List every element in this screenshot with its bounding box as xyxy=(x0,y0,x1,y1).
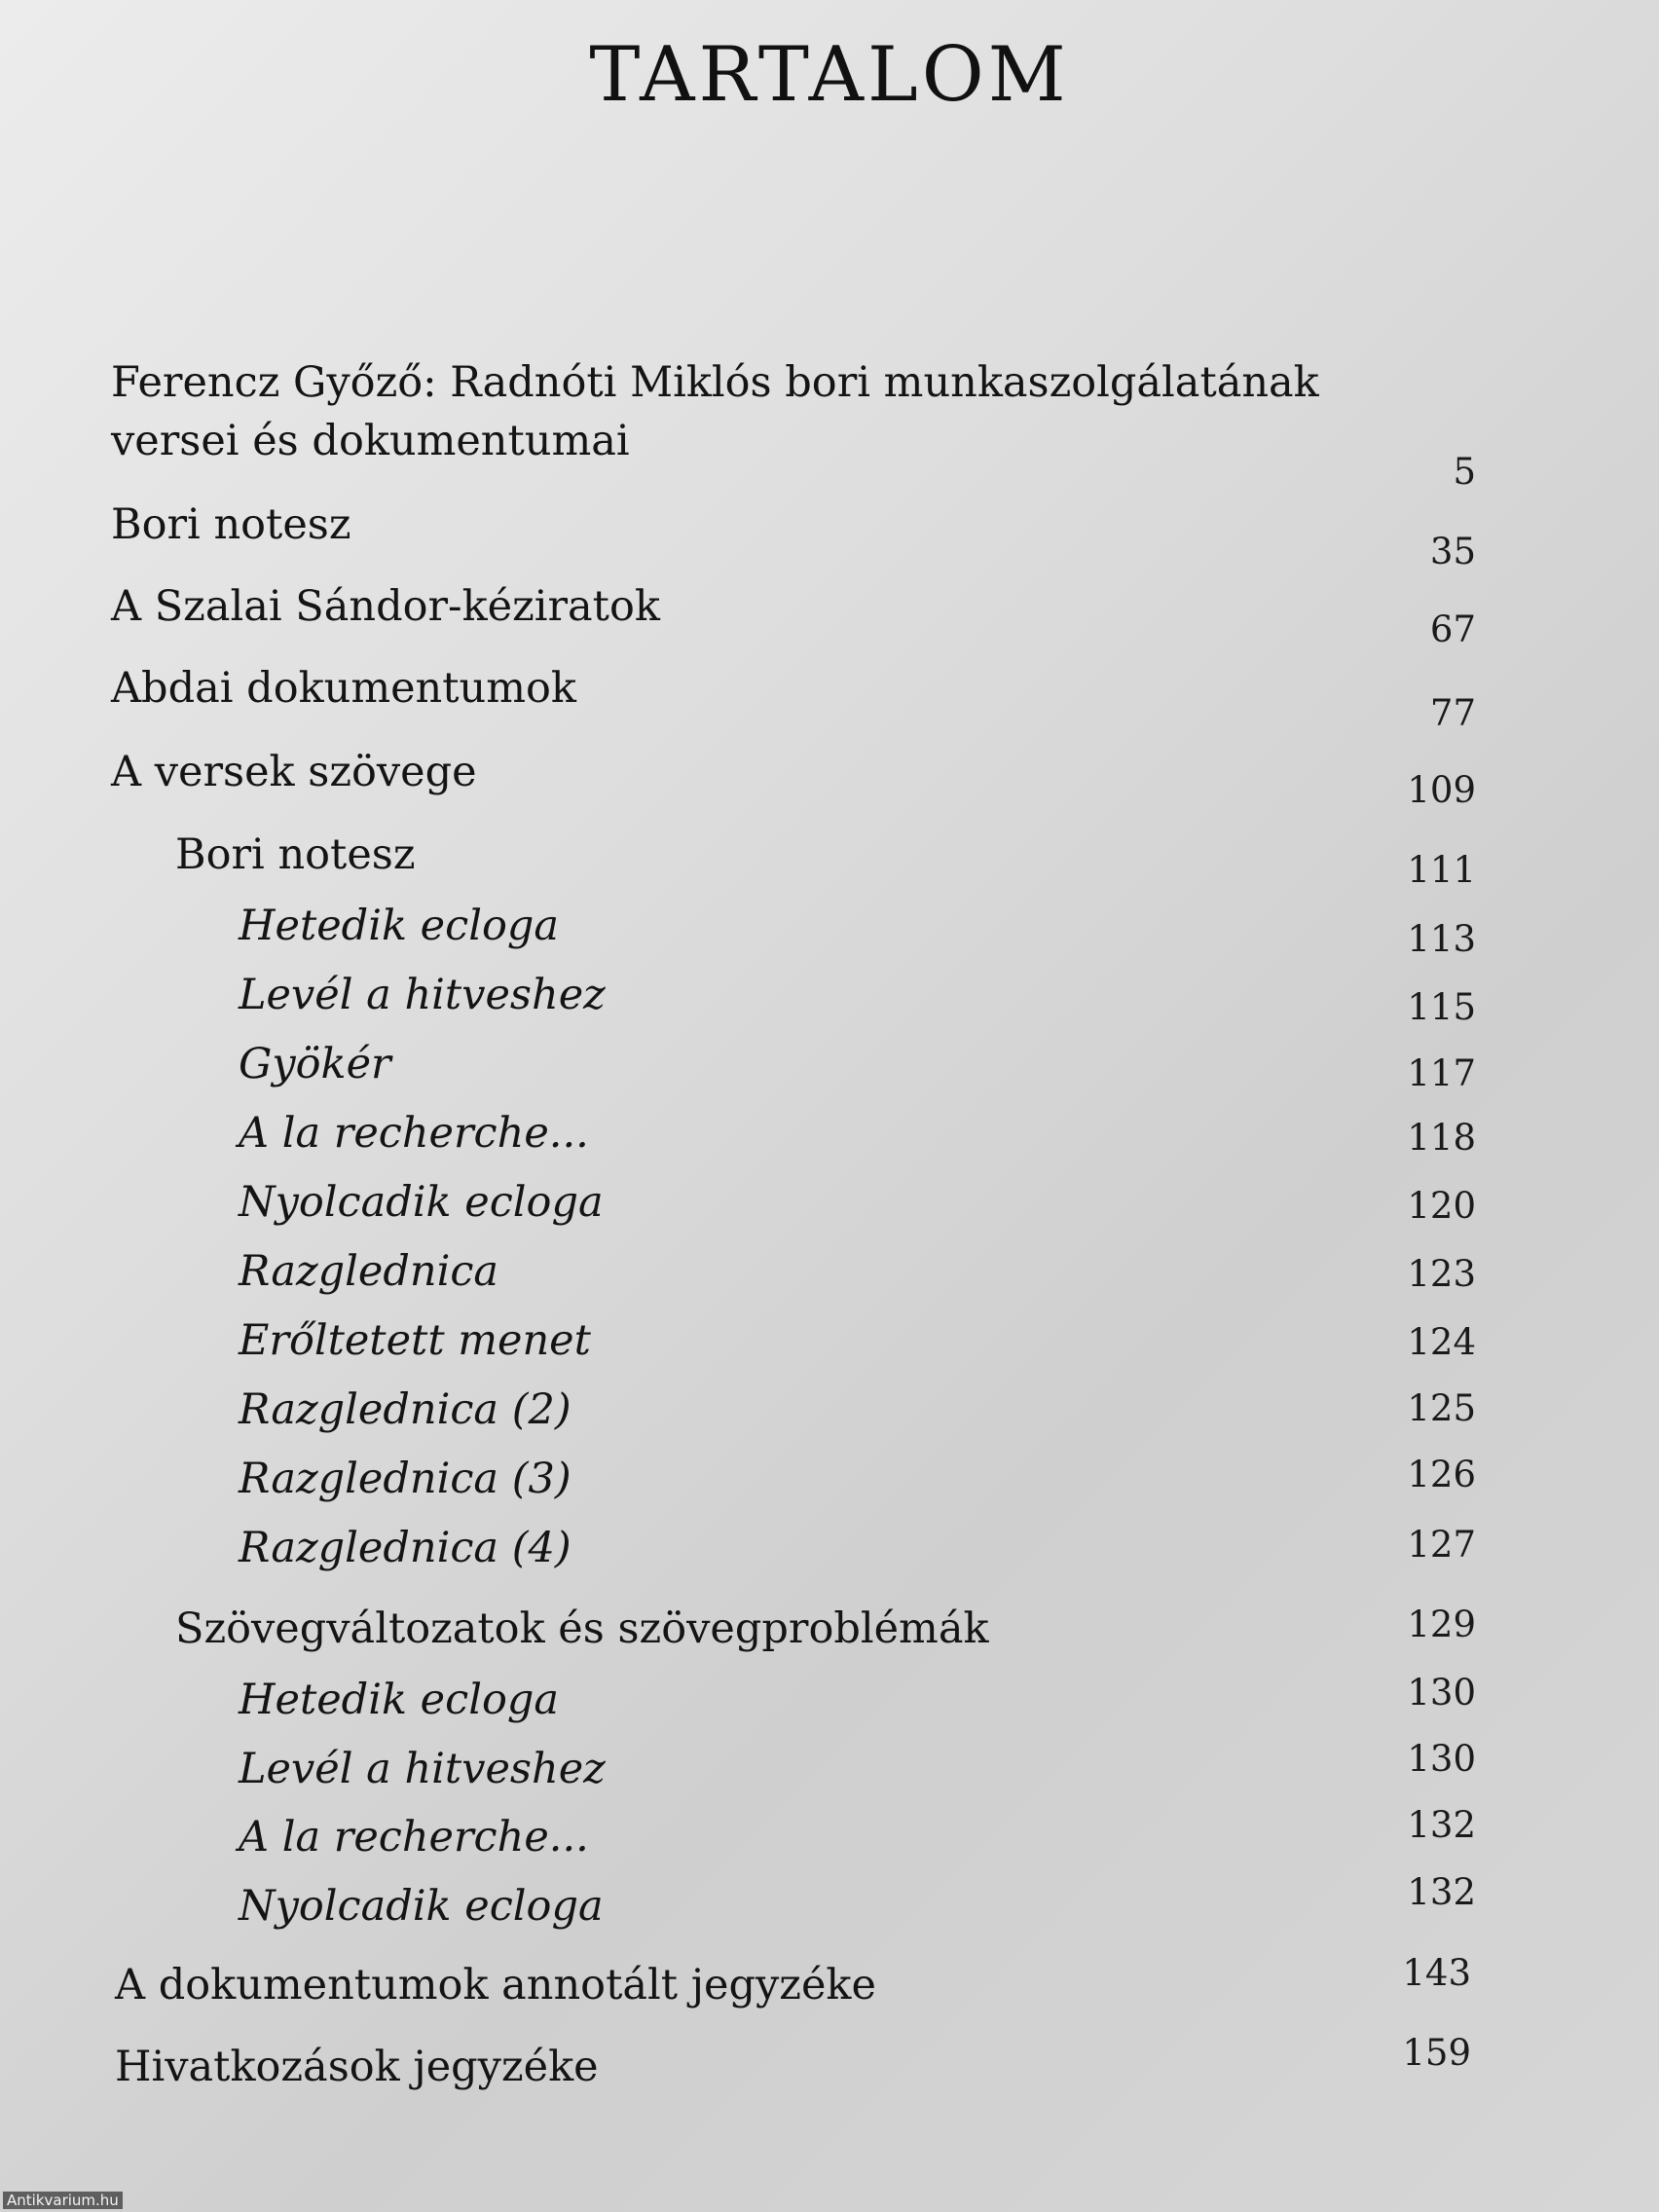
toc-page-number: 5 xyxy=(1453,451,1476,493)
toc-entry-title: A Szalai Sándor-kéziratok xyxy=(111,582,660,631)
toc-page-number: 124 xyxy=(1407,1321,1476,1363)
toc-entry-title: Ferencz Győző: Radnóti Miklós bori munkaszolgálatának xyxy=(111,358,1319,407)
toc-poem-title: Razglednica (3) xyxy=(239,1455,571,1503)
toc-entry-title: A versek szövege xyxy=(111,748,477,796)
toc-page-number: 143 xyxy=(1402,1952,1471,1994)
toc-entry-title: A dokumentumok annotált jegyzéke xyxy=(115,1961,876,2009)
toc-poem-title: Gyökér xyxy=(239,1040,391,1088)
toc-poem-title: Levél a hitveshez xyxy=(239,971,606,1019)
toc-page-number: 111 xyxy=(1407,849,1476,891)
toc-page-number: 130 xyxy=(1407,1738,1476,1780)
toc-poem-title: Hetedik ecloga xyxy=(239,1676,560,1724)
toc-poem-title: A la recherche... xyxy=(239,1813,589,1862)
toc-poem-title: Razglednica (4) xyxy=(239,1524,571,1572)
toc-poem-title: Levél a hitveshez xyxy=(239,1745,606,1793)
toc-page-number: 123 xyxy=(1407,1253,1476,1295)
toc-page-number: 109 xyxy=(1407,769,1476,811)
toc-page-number: 67 xyxy=(1429,608,1476,650)
toc-page-number: 77 xyxy=(1429,692,1476,734)
watermark: Antikvarium.hu xyxy=(3,2192,123,2210)
toc-entry-title: Abdai dokumentumok xyxy=(111,664,576,713)
toc-page-number: 159 xyxy=(1402,2032,1471,2074)
toc-entry-title: Bori notesz xyxy=(111,500,351,549)
toc-poem-title: Nyolcadik ecloga xyxy=(239,1882,604,1931)
toc-entry-title: versei és dokumentumai xyxy=(111,417,630,465)
toc-page-number: 132 xyxy=(1407,1804,1476,1846)
toc-page-number: 132 xyxy=(1407,1871,1476,1913)
toc-page-number: 118 xyxy=(1407,1117,1476,1159)
toc-page-number: 35 xyxy=(1429,531,1476,572)
page-title: TARTALOM xyxy=(589,31,1070,119)
toc-page-number: 129 xyxy=(1407,1604,1476,1645)
toc-page-number: 117 xyxy=(1407,1052,1476,1094)
toc-page-number: 113 xyxy=(1407,918,1476,960)
toc-subentry-title: Szövegváltozatok és szövegproblémák xyxy=(175,1604,989,1653)
toc-subentry-title: Bori notesz xyxy=(175,830,416,879)
toc-page-number: 120 xyxy=(1407,1185,1476,1227)
toc-poem-title: Razglednica (2) xyxy=(239,1385,571,1434)
toc-poem-title: Razglednica xyxy=(239,1247,499,1296)
toc-page-number: 126 xyxy=(1407,1454,1476,1495)
toc-poem-title: Nyolcadik ecloga xyxy=(239,1178,604,1227)
toc-page-number: 127 xyxy=(1407,1524,1476,1566)
toc-page-number: 125 xyxy=(1407,1387,1476,1429)
toc-entry-title: Hivatkozások jegyzéke xyxy=(115,2043,599,2091)
toc-page-number: 130 xyxy=(1407,1672,1476,1714)
toc-poem-title: Hetedik ecloga xyxy=(239,902,560,950)
toc-poem-title: Erőltetett menet xyxy=(239,1316,591,1365)
toc-page-number: 115 xyxy=(1407,986,1476,1028)
toc-poem-title: A la recherche... xyxy=(239,1109,589,1158)
